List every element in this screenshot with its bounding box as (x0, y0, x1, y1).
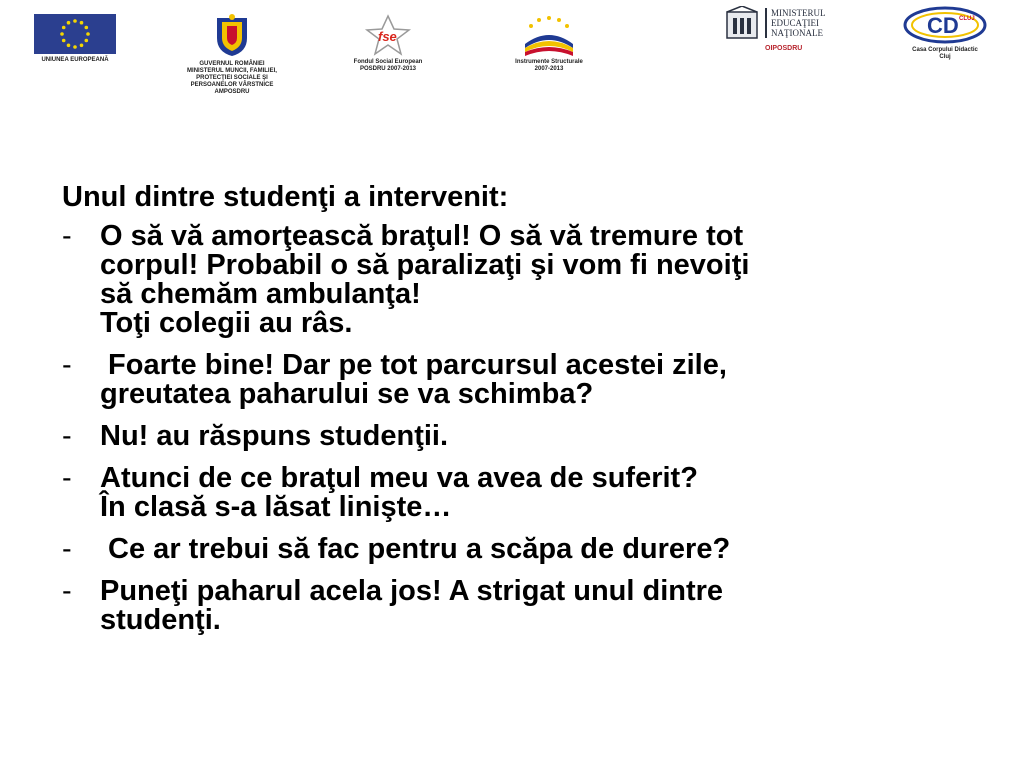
eu-flag-icon (34, 14, 116, 54)
eu-star (85, 26, 89, 30)
dialog-line: Ce ar trebui să fac pentru a scăpa de durere? (100, 533, 731, 565)
dialog-item (62, 351, 982, 409)
dialog-item (62, 464, 982, 522)
eu-star (67, 21, 71, 25)
ccd-mark: CD (927, 13, 959, 38)
slide-body (62, 181, 982, 648)
eu-star (67, 44, 71, 48)
bullet-dash: - (62, 462, 72, 494)
dialog-line: să chemăm ambulanţa! (100, 278, 421, 310)
dialog-list (62, 222, 982, 635)
ccd-cluj-logo (890, 6, 1000, 61)
eu-star (73, 45, 77, 49)
dialog-line: Nu! au răspuns studenţii. (100, 420, 449, 452)
is-caption: Instrumente Structurale 2007-2013 (515, 59, 583, 72)
dialog-line: Puneţi paharul acela jos! A strigat unul dintre (100, 575, 724, 607)
structural-instruments-icon (519, 14, 579, 56)
dialog-line: studenţi. (100, 604, 221, 636)
dialog-line: corpul! Probabil o să paralizaţi şi vom fi nevoiţi (100, 249, 750, 281)
bullet-dash: - (62, 349, 72, 381)
bullet-dash: - (62, 420, 72, 452)
ministry-education-logo (725, 6, 855, 52)
fse-caption: Fondul Social European POSDRU 2007-2013 (353, 59, 423, 72)
eu-star (60, 32, 64, 36)
fse-star-icon (360, 14, 416, 56)
bullet-dash: - (62, 533, 72, 565)
instrumente-structurale-logo (494, 14, 604, 73)
dialog-line: Toţi colegii au râs. (100, 307, 353, 339)
eu-star (80, 21, 84, 25)
logo-bar (0, 0, 1024, 95)
gov-logo (172, 14, 292, 96)
ccd-cluj-logo-icon (903, 6, 987, 44)
dialog-line: O să vă amorţească braţul! O să vă tremure tot (100, 220, 744, 252)
eu-star (73, 19, 77, 23)
eu-logo (30, 14, 120, 64)
eu-star (86, 32, 90, 36)
ccd-caption: Casa Corpului Didactic Cluj (912, 47, 978, 60)
eu-star (62, 26, 66, 30)
dialog-item (62, 222, 982, 338)
dialog-item (62, 535, 982, 564)
bullet-dash: - (62, 220, 72, 252)
bullet-dash: - (62, 575, 72, 607)
eu-star (85, 39, 89, 43)
eu-star (80, 44, 84, 48)
ministry-crest-icon (725, 6, 759, 42)
dialog-line: Atunci de ce braţul meu va avea de suferit? (100, 462, 698, 494)
oiposdru-label: OIPOSDRU (765, 45, 803, 52)
romania-coat-of-arms-icon (209, 14, 255, 58)
dialog-item (62, 577, 982, 635)
dialog-line: greutatea paharului se va schimba? (100, 378, 594, 410)
dialog-line: Foarte bine! Dar pe tot parcursul acestei zile, (100, 349, 727, 381)
fse-logo (338, 14, 438, 73)
dialog-line: În clasă s-a lăsat linişte… (100, 491, 452, 523)
ccd-badge: CLUJ (959, 16, 975, 22)
fse-mark: fse (378, 29, 397, 44)
ministry-title: MINISTERUL EDUCAŢIEI NAŢIONALE (765, 8, 826, 38)
gov-caption: GUVERNUL ROMÂNIEI MINISTERUL MUNCII, FAMILIEI, PROTECŢIEI SOCIALE ŞI PERSOANELOR VÂRSTNICE AMPOSDRU (187, 61, 277, 95)
dialog-item (62, 422, 982, 451)
eu-caption: UNIUNEA EUROPEANĂ (41, 57, 109, 63)
slide-intro: Unul dintre studenţi a intervenit: (62, 181, 509, 213)
eu-star (62, 39, 66, 43)
